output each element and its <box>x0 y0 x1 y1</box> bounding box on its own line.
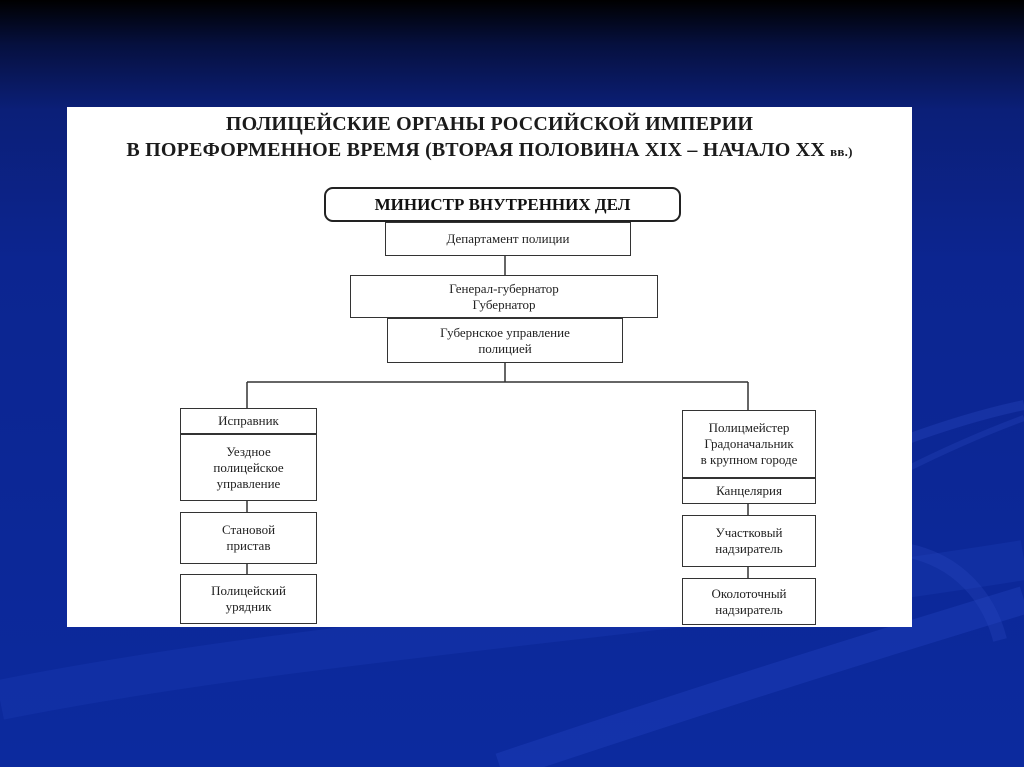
uryadnik-line-1: Полицейский <box>211 583 286 598</box>
big-city-label: в крупном городе <box>700 452 798 467</box>
uryadnik-box <box>180 574 317 624</box>
gradonachalnik-label: Градоначальник <box>704 436 794 451</box>
governor-label: Губернатор <box>472 296 536 312</box>
uezd-line-2: полицейское <box>213 459 284 475</box>
uezd-police-box <box>180 434 317 501</box>
okolotochny-line-1: Околоточный <box>711 585 787 601</box>
governor-general-label: Генерал-губернатор <box>449 280 559 296</box>
title-line-2-suffix: вв.) <box>830 144 853 159</box>
uezd-line-1: Уездное <box>226 443 271 459</box>
uezd-line-3: управление <box>216 475 281 491</box>
uchastkovy-line-1: Участковый <box>715 525 783 540</box>
gub-police-box <box>387 318 623 363</box>
gub-police-line-1: Губернское управление <box>440 324 570 340</box>
stanovoy-line-1: Становой <box>221 522 276 537</box>
stanovoy-line-2: пристав <box>226 538 271 553</box>
uryadnik-line-2: урядник <box>225 599 272 614</box>
diagram-title-line-1: ПОЛИЦЕЙСКИЕ ОРГАНЫ РОССИЙСКОЙ ИМПЕРИИ <box>225 113 754 135</box>
diagram-slide <box>67 107 912 627</box>
department-box: Департамент полиции <box>385 222 631 256</box>
okolotochny-line-2: надзиратель <box>715 601 783 617</box>
kantselyariya-box: Канцелярия <box>682 478 816 504</box>
gub-police-line-2: полицией <box>478 340 532 356</box>
governor-box <box>350 275 658 318</box>
title-line-2-main: В ПОРЕФОРМЕННОЕ ВРЕМЯ (ВТОРАЯ ПОЛОВИНА XIX – НАЧАЛО XX <box>126 139 825 161</box>
okolotochny-box <box>682 578 816 625</box>
uchastkovy-box <box>682 515 816 567</box>
ispravnik-box: Исправник <box>180 408 317 434</box>
minister-box: МИНИСТР ВНУТРЕННИХ ДЕЛ <box>324 187 681 222</box>
uchastkovy-line-2: надзиратель <box>715 541 783 556</box>
stanovoy-box <box>180 512 317 564</box>
politsmeister-box <box>682 410 816 478</box>
politsmeister-label: Полицмейстер <box>708 420 790 435</box>
